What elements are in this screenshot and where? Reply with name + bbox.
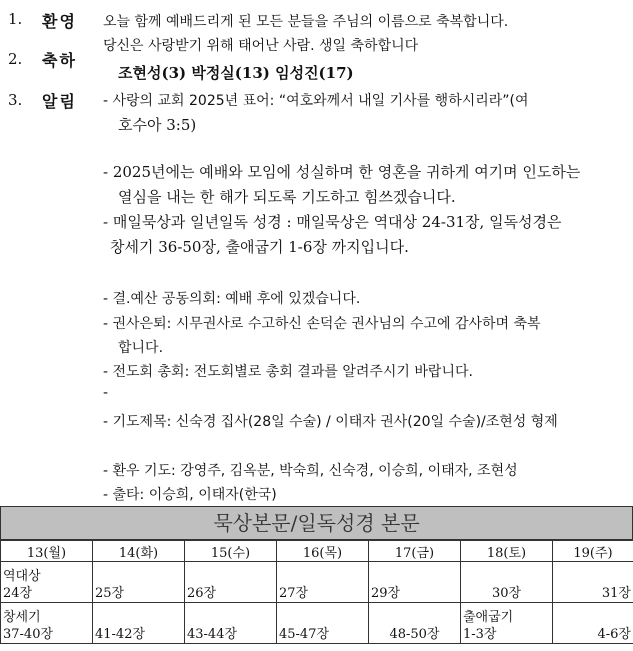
chapter-value: 27장 xyxy=(279,586,309,601)
day-header: 19(주) xyxy=(553,541,633,562)
chapter-value: 25장 xyxy=(95,586,125,601)
notice-vision-cont: 열심을 내는 한 해가 되도록 기도하고 힘쓰겠습니다. xyxy=(118,188,456,206)
birthday-names: 조현성(3) 박정실(13) 임성진(17) xyxy=(118,64,354,82)
notice-general-meeting: - 전도회 총회: 전도회별로 총회 결과를 알려주시기 바랍니다. xyxy=(103,364,473,380)
table-cell xyxy=(93,603,185,644)
book-label: 역대상 xyxy=(3,569,41,584)
notice-retirement: - 권사은퇴: 시무권사로 수고하신 손덕순 권사님의 수고에 감사하며 축복 xyxy=(103,316,541,332)
table-cell xyxy=(553,562,633,603)
chapter-value: 1-3장 xyxy=(463,627,497,642)
notice-motto-cont: 호수아 3:5) xyxy=(118,116,197,134)
birthday-text: 당신은 사랑받기 위해 태어난 사람. 생일 축하합니다 xyxy=(103,38,419,54)
notice-motto: - 사랑의 교회 2025년 표어: “여호와께서 내일 기사를 행하시리라”(여 xyxy=(103,93,529,109)
notice-sick-prayer: - 환우 기도: 강영주, 김옥분, 박숙희, 신숙경, 이승희, 이태자, 조현성 xyxy=(103,463,518,479)
reading-schedule xyxy=(0,506,633,651)
section-title-welcome: 환영 xyxy=(42,12,77,31)
day-header: 17(금) xyxy=(369,541,461,562)
table-cell xyxy=(93,562,185,603)
table-cell xyxy=(277,562,369,603)
section-number-3: 3. xyxy=(8,91,23,109)
notice-travel: - 출타: 이승희, 이태자(한국) xyxy=(103,487,277,503)
notice-vision: - 2025년에는 예배와 모임에 성실하며 한 영혼을 귀하게 여기며 인도하는 xyxy=(103,163,581,181)
chapter-value: 45-47장 xyxy=(279,627,330,642)
book-label: 창세기 xyxy=(3,610,41,625)
chapter-value: 37-40장 xyxy=(3,627,54,642)
section-number-1: 1. xyxy=(8,10,23,28)
day-header: 15(수) xyxy=(185,541,277,562)
chapter-value: 30장 xyxy=(491,586,522,601)
notice-retirement-cont: 합니다. xyxy=(118,340,164,356)
day-header: 18(토) xyxy=(461,541,553,562)
table-cell xyxy=(185,562,277,603)
notice-empty: - xyxy=(103,385,109,401)
notice-reading-cont: 창세기 36-50장, 출애굽기 1-6장 까지입니다. xyxy=(110,238,409,256)
reading-table xyxy=(0,540,633,644)
chapter-value: 41-42장 xyxy=(95,627,146,642)
section-title-notices: 알림 xyxy=(42,92,77,111)
day-header: 16(목) xyxy=(277,541,369,562)
chapter-value: 4-6장 xyxy=(597,627,631,642)
table-cell xyxy=(185,603,277,644)
table-cell xyxy=(369,603,461,644)
chapter-value: 29장 xyxy=(371,586,401,601)
table-header-row xyxy=(1,541,633,562)
table-row xyxy=(1,603,633,644)
chapter-value: 31장 xyxy=(601,586,631,601)
welcome-text: 오늘 함께 예배드리게 된 모든 분들을 주님의 이름으로 축복합니다. xyxy=(103,14,509,30)
section-title-birthday: 축하 xyxy=(42,51,77,70)
notice-budget: - 결.예산 공동의회: 예배 후에 있겠습니다. xyxy=(103,291,361,307)
day-header: 13(월) xyxy=(1,541,93,562)
chapter-value: 24장 xyxy=(3,586,33,601)
table-cell xyxy=(369,562,461,603)
chapter-value: 43-44장 xyxy=(187,627,238,642)
table-cell xyxy=(1,562,93,603)
table-cell xyxy=(1,603,93,644)
notice-reading: - 매일묵상과 일년일독 성경 : 매일묵상은 역대상 24-31장, 일독성경은 xyxy=(103,213,562,231)
day-header: 14(화) xyxy=(93,541,185,562)
table-cell xyxy=(461,603,553,644)
chapter-value: 26장 xyxy=(187,586,217,601)
table-cell xyxy=(461,562,553,603)
reading-table-title: 묵상본문/일독성경 본문 xyxy=(0,506,633,540)
table-row xyxy=(1,562,633,603)
table-cell xyxy=(553,603,633,644)
section-number-2: 2. xyxy=(8,50,23,68)
chapter-value: 48-50장 xyxy=(389,627,440,642)
table-cell xyxy=(277,603,369,644)
book-label: 출애굽기 xyxy=(463,610,514,625)
notice-prayer-requests: - 기도제목: 신숙경 집사(28일 수술) / 이태자 권사(20일 수술)/조현성 형제 xyxy=(103,414,558,430)
